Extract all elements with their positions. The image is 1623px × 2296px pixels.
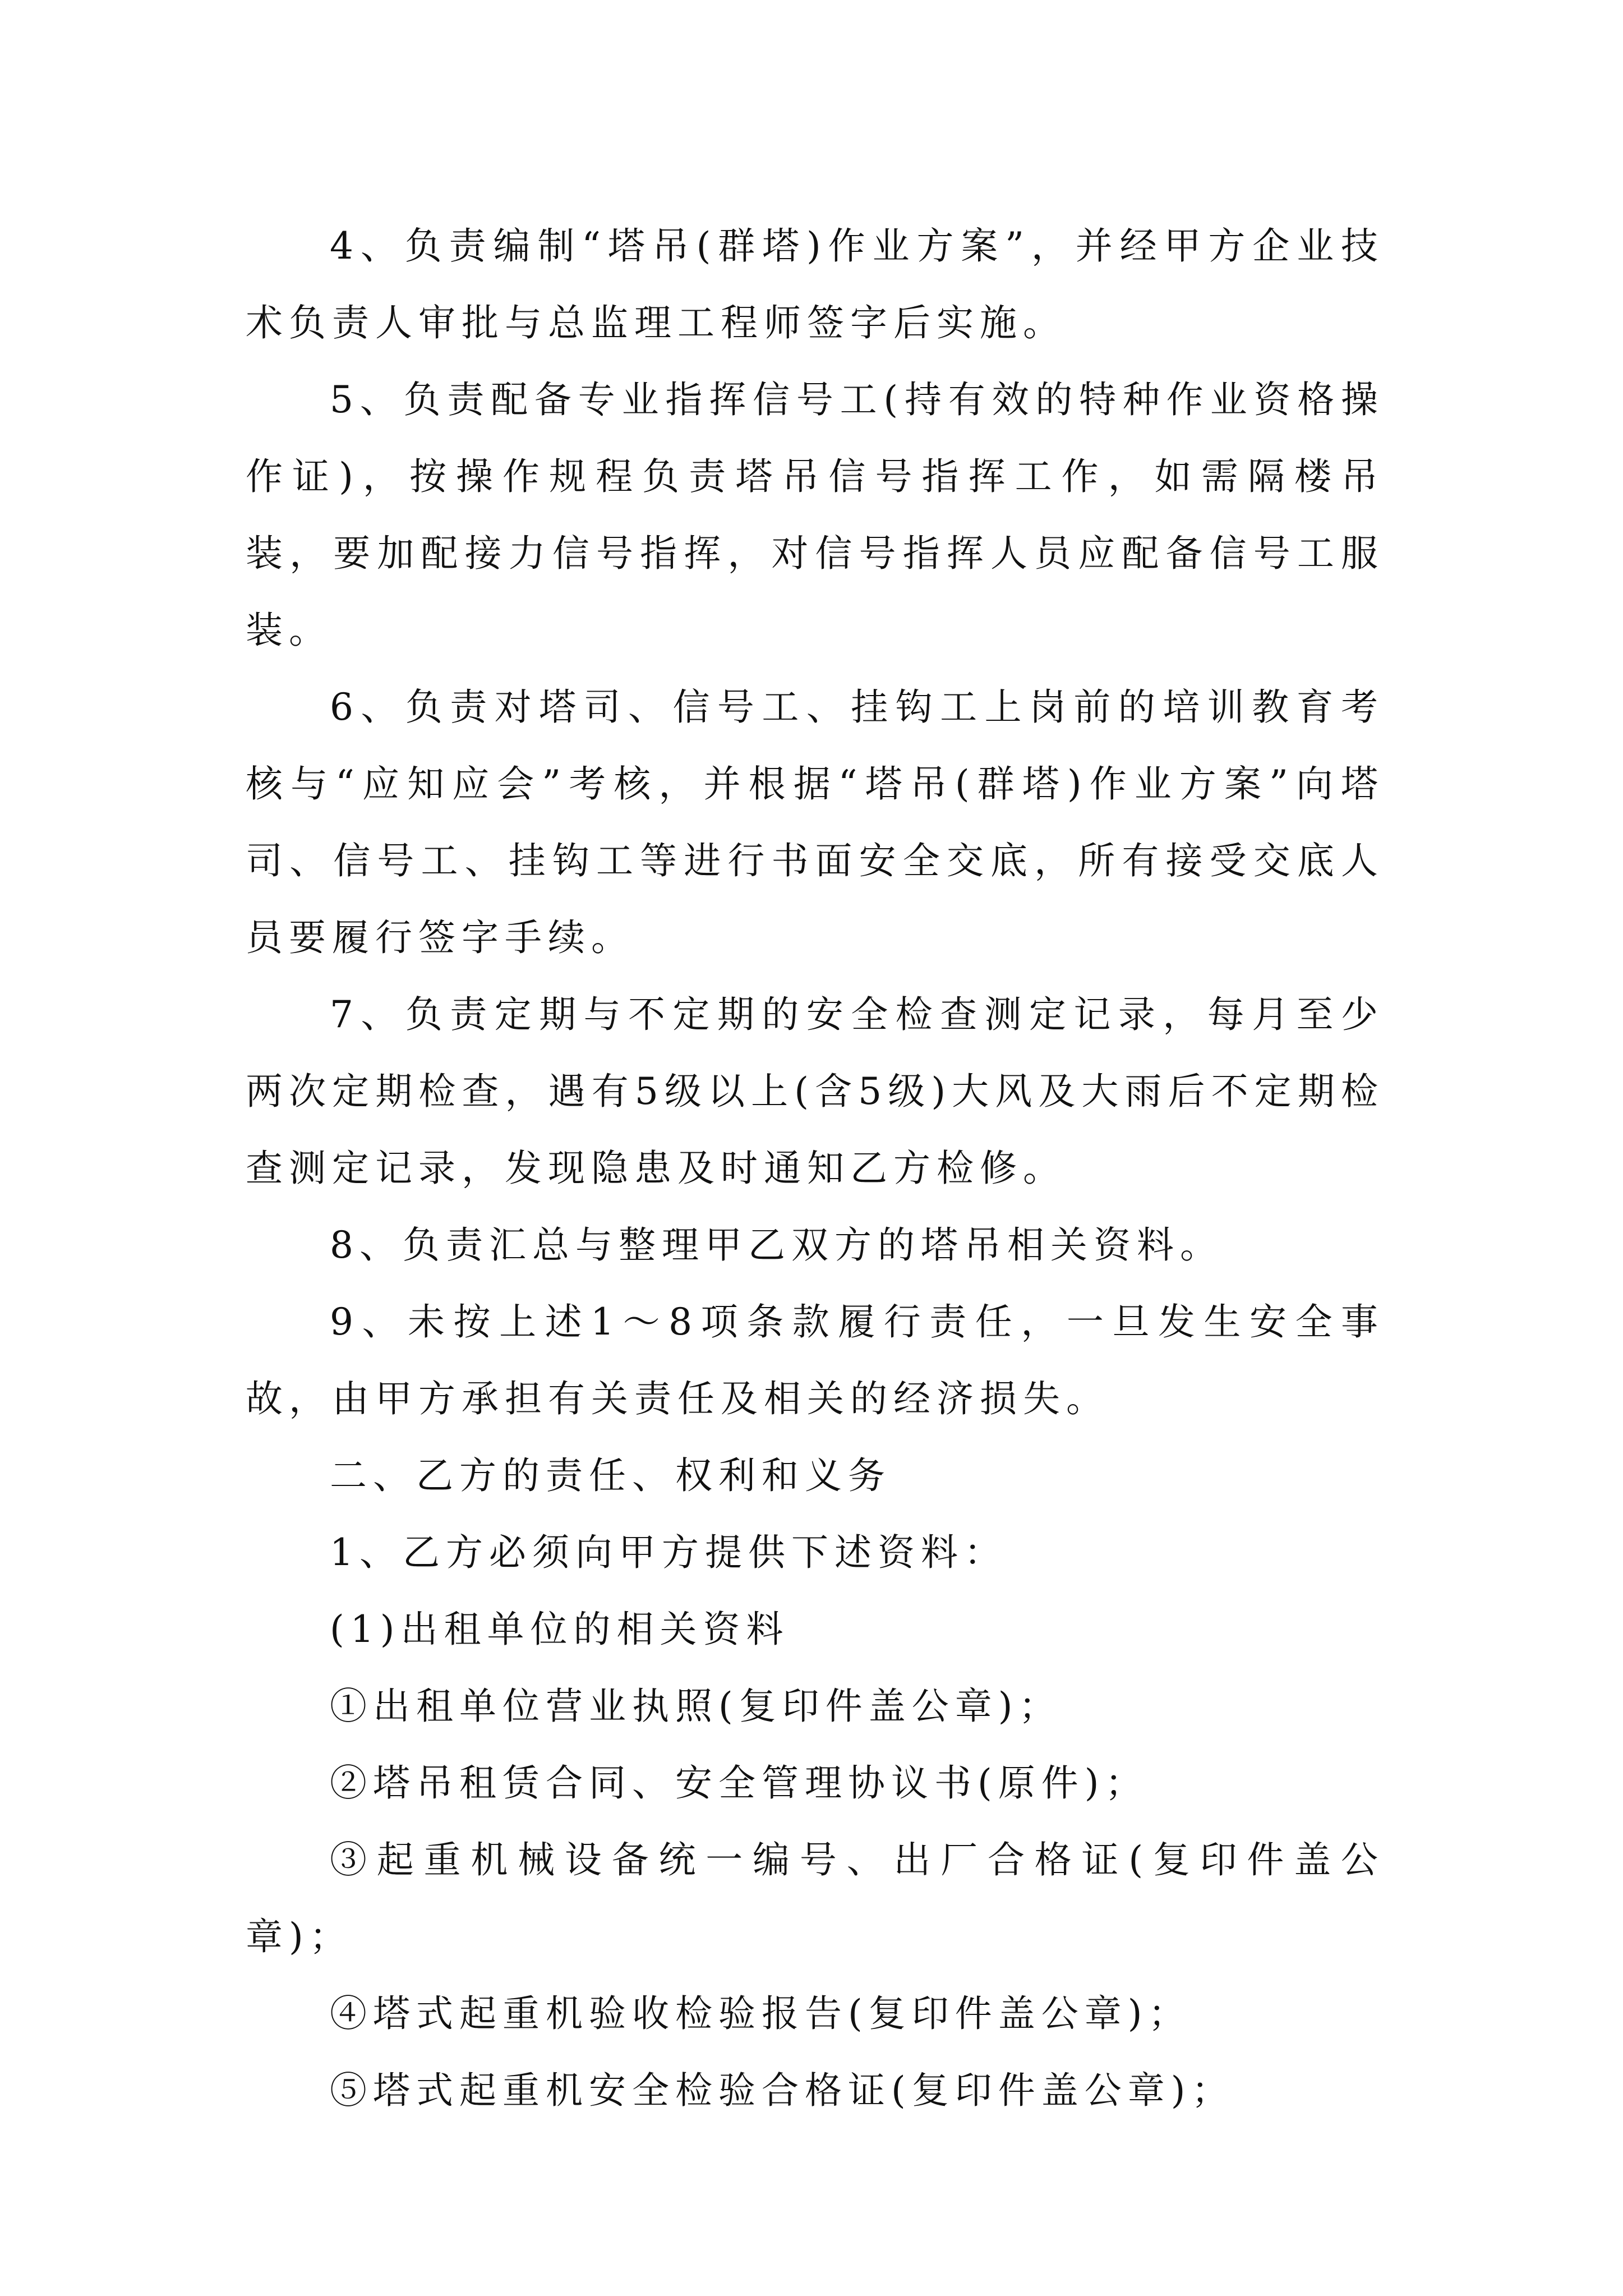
paragraph-item-6: 6、负责对塔司、信号工、挂钩工上岗前的培训教育考核与“应知应会”考核，并根据“塔吊(群塔)作业方案”向塔司、信号工、挂钩工等进行书面安全交底，所有接受交底人员要履行签字手续。	[246, 685, 1384, 959]
paragraph-item-9: 9、未按上述1～8项条款履行责任，一旦发生安全事故，由甲方承担有关责任及相关的经济损失。	[246, 1300, 1384, 1420]
subheading-lessor-materials: (1)出租单位的相关资料	[330, 1608, 790, 1651]
paragraph-item-4: 4、负责编制“塔吊(群塔)作业方案”，并经甲方企业技术负责人审批与总监理工程师签字后实施。	[246, 224, 1384, 344]
paragraph-item-8: 8、负责汇总与整理甲乙双方的塔吊相关资料。	[330, 1223, 1223, 1267]
list-item-equipment-certificate: ③起重机械设备统一编号、出厂合格证(复印件盖公章)；	[246, 1838, 1384, 1958]
paragraph-item-7: 7、负责定期与不定期的安全检查测定记录，每月至少两次定期检查，遇有5级以上(含5级)大风及大雨后不定期检查测定记录，发现隐患及时通知乙方检修。	[246, 993, 1384, 1190]
list-item-safety-certificate: ⑤塔式起重机安全检验合格证(复印件盖公章)；	[330, 2069, 1235, 2112]
document-body	[246, 208, 1384, 2129]
paragraph-item-5: 5、负责配备专业指挥信号工(持有效的特种作业资格操作证)，按操作规程负责塔吊信号指挥工作，如需隔楼吊装，要加配接力信号指挥，对信号指挥人员应配备信号工服装。	[246, 378, 1384, 652]
section-heading-party-b: 二、乙方的责任、权利和义务	[330, 1454, 891, 1497]
list-item-lease-contract: ②塔吊租赁合同、安全管理协议书(原件)；	[330, 1761, 1149, 1805]
paragraph-item-1: 1、乙方必须向甲方提供下述资料：	[330, 1531, 1007, 1574]
list-item-inspection-report: ④塔式起重机验收检验报告(复印件盖公章)；	[330, 1992, 1192, 2035]
list-item-business-license: ①出租单位营业执照(复印件盖公章)；	[330, 1685, 1062, 1728]
